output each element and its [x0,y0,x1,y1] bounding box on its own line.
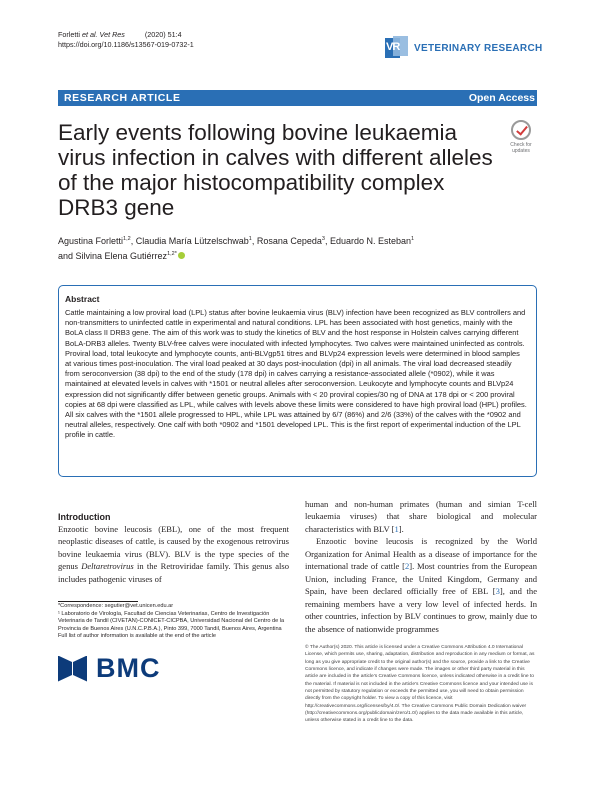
reference-link[interactable]: 3 [495,586,500,597]
journal-logo-icon: VR [385,36,409,60]
bmc-logo-icon [58,656,88,682]
article-type: RESEARCH ARTICLE [64,92,181,104]
introduction-heading: Introduction [58,512,111,522]
correspondence: *Correspondence: segutier@vet.unicen.edu.ar [58,603,174,609]
journal-abbrev: et al. Vet Res [81,30,125,39]
open-access-label: Open Access [468,92,535,104]
intro-paragraph: human and non-human primates (human and simian T-cell leukaemia viruses) that share biological and molecular characteristics with BLV [1]. [305,499,537,534]
journal-header[interactable] [385,36,543,60]
journal-name: VETERINARY RESEARCH [414,42,543,54]
license-text: © The Author(s) 2020. This article is licensed under a Creative Commons Attribution 4.0 International License, which permits use, sharing, adaptation, distribution and reproduction in any medium or format, as long as you give appropriate credit to the original author(s) and the source, provide a link to the Creative Commons licence, and indicate if changes were made. The images or other third party material in this article are included in the article's Creative Commons licence, unless indicated otherwise in a credit line to the material. If material is not included in the article's Creative Commons licence and your intended use is not permitted by statutory regulation or exceeds the permitted use, you will need to obtain permission directly from the copyright holder. To view a copy of this licence, visit http://creativecommons.org/licenses/by/4.0/. The Creative Commons Public Domain Dedication waiver (http://creativecommons.org/publicdomain/zero/1.0/) applies to the data made available in this article, unless otherwise stated in a credit line to the data. [305,645,535,724]
affiliation: ¹ Laboratorio de Virología, Facultad de Ciencias Veterinarias, Centro de Investigación Veterinaria de Tandil (CIVETAN)-CONICET-CICPBA, Universidad Nacional del Centro de la Provincia de Buenos Aires (U.N.C.P.B.A.), Pinto 399, 7000 Tandil, Buenos Aires, Argentina [58,610,285,632]
bmc-logo [58,653,161,684]
doi-link[interactable]: https://doi.org/10.1186/s13567-019-0732-1 [58,40,194,49]
footnotes [58,603,289,641]
check-for-updates-button[interactable]: Check for updates [505,120,537,154]
genus-name: Deltaretrovirus [81,561,134,572]
intro-paragraph: Enzootic bovine leucosis is recognized by the World Organization for Animal Health as a disease of importance for the international trade of cattle [2]. Most countries from the European Union, including France, the United Kingdom, Germany and Spain, have been declared officially free of EBL [3], and the remaining members have a very low level of infected herds. In other countries, infection by BLV continues to grow, mainly due to the absence of nationwide programmes [305,536,537,634]
full-list-note: Full list of author information is available at the end of the article [58,633,216,640]
citation [58,30,194,50]
intro-column-2 [305,498,537,635]
orcid-icon[interactable] [178,252,185,259]
reference-link[interactable]: 1 [394,523,399,534]
citation-line-1: Forletti et al. Vet Res (2020) 51:4 [58,30,182,39]
footnote-divider [58,601,138,602]
reference-link[interactable]: 2 [404,561,410,572]
abstract-text: Cattle maintaining a low proviral load (LPL) status after bovine leukaemia virus (BLV) infection have been recognized as BLV controllers and non-transmitters to uninfected cattle in experimental and natural conditions. LPL has been associated with host genetics, mainly with the BoLA class II DRB3 gene. The aim of this work was to study the kinetics of BLV and the host response in Holstein calves carrying different BoLA-DRB3 alleles. Twenty BLV-free calves were inoculated with infected lymphocytes. Two calves were maintained uninfected as controls. Proviral load, total leukocyte and lymphocyte counts, anti-BLVgp51 titres and BLVp24 expression levels were determined in blood samples at various times post-inoculation. The viral load peaked at 30 days post-inoculation (dpi) in all animals. The viral load decreased steadily from seroconversion (38 dpi) to the end of the study (178 dpi) in calves carrying a resistance-associated allele (*0902), while it was maintained at elevated levels in calves with *1501 or neutral alleles after seroconversion. Leukocyte and lymphocyte counts and BLVp24 expression did not significantly differ between genetic groups. Animals with < 20 proviral copies/30 ng of DNA at 178 dpi or < 200 proviral copies at 68 dpi were classified as LPL, while calves with levels above these limits were considered to have high proviral load (HPL) profiles. All six calves with the *1501 allele progressed to HPL, while LPL was attained by 6/7 (86%) and 2/6 (33%) of the calves with the *0902 and neutral alleles, respectively. One calf with both *0902 and *1501 developed LPL. This is the first report of experimental induction of the LPL profile in cattle. [65,308,527,440]
author-list: Agustina Forletti$^{1,2}$, Claudia María Lützelschwab$^1$, Rosana Cepeda$^3$, Eduardo N. Esteban$^1$ and Silvina Elena Gutiérrez$^{1,2*}$ [58,236,415,261]
intro-column-1: Enzootic bovine leucosis (EBL), one of the most frequent neoplastic diseases of cattle, is caused by the exogenous retrovirus bovine leukaemia virus (BLV). BLV is the type species of the genus Deltaretrovirus in the Retroviridae family. This genus also includes pathogenic viruses of [58,524,290,584]
abstract-heading: Abstract [65,294,100,304]
publisher-name: BMC [96,653,161,683]
check-updates-icon [511,120,531,140]
article-title: Early events following bovine leukaemia virus infection in calves with different alleles of the major histocompatibility complex DRB3 gene [58,120,493,220]
